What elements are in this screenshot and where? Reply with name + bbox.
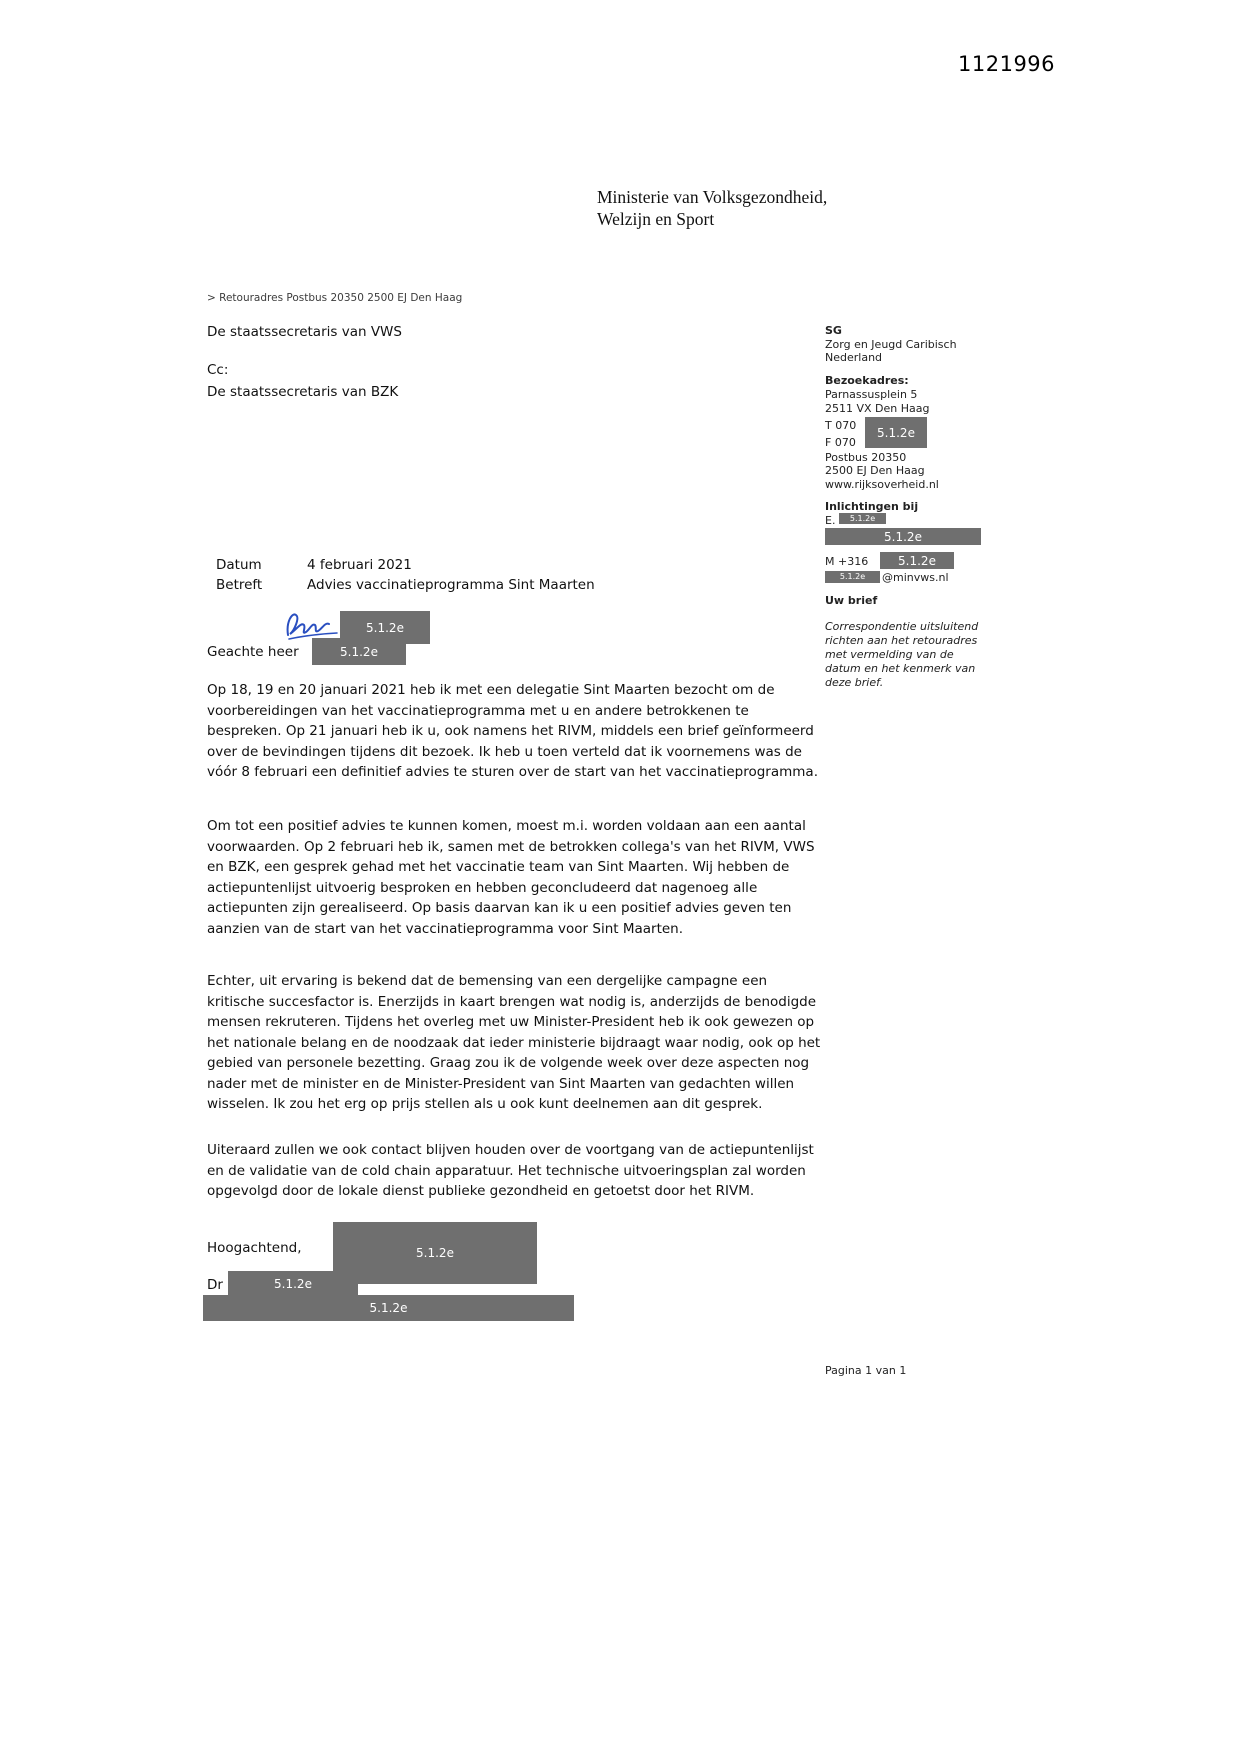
closing-salutation: Hoogachtend, bbox=[207, 1240, 302, 1256]
ministry-header bbox=[597, 186, 827, 230]
betreft-value: Advies vaccinatieprogramma Sint Maarten bbox=[307, 577, 595, 593]
datum-value: 4 februari 2021 bbox=[307, 557, 412, 573]
betreft-label: Betreft bbox=[216, 577, 263, 593]
sidebar-org: SG bbox=[825, 324, 842, 337]
visit-address-line: 2511 VX Den Haag bbox=[825, 402, 930, 415]
redaction-box-email: 5.1.2e bbox=[825, 571, 880, 583]
redaction-box-handwritten-name: 5.1.2e bbox=[340, 611, 430, 644]
cc-label: Cc: bbox=[207, 362, 229, 378]
redaction-box-signatory-name: 5.1.2e bbox=[228, 1271, 358, 1296]
ministry-header-line1: Ministerie van Volksgezondheid, bbox=[597, 187, 828, 207]
redaction-box-salutation-name: 5.1.2e bbox=[312, 638, 406, 665]
redaction-box-contact: 5.1.2e bbox=[825, 528, 981, 545]
ministry-header-line2: Welzijn en Sport bbox=[597, 209, 715, 229]
phone-prefix: T 070 bbox=[825, 419, 857, 432]
email-domain: @minvws.nl bbox=[882, 571, 949, 584]
visit-address-label: Bezoekadres: bbox=[825, 374, 909, 387]
redaction-box-signatory-title: 5.1.2e bbox=[203, 1295, 574, 1321]
visit-address-line: Parnassusplein 5 bbox=[825, 388, 918, 401]
sidebar-org-line: Nederland bbox=[825, 351, 883, 364]
signatory-prefix: Dr bbox=[207, 1277, 223, 1293]
salutation: Geachte heer bbox=[207, 644, 299, 660]
contact-initial: E. bbox=[825, 514, 836, 527]
mobile-prefix: M +316 bbox=[825, 555, 869, 568]
website-link: www.rijksoverheid.nl bbox=[825, 478, 939, 491]
redaction-box-mobile: 5.1.2e bbox=[880, 552, 954, 569]
uw-brief-label: Uw brief bbox=[825, 594, 878, 607]
redaction-box-contact-name: 5.1.2e bbox=[839, 513, 886, 524]
postbox-line: 2500 EJ Den Haag bbox=[825, 464, 925, 477]
recipient-line: De staatssecretaris van VWS bbox=[207, 324, 402, 340]
correspondence-note: Correspondentie uitsluitend richten aan het retouradres met vermelding van de datum en het kenmerk van deze brief. bbox=[825, 620, 979, 689]
body-paragraph: Uiteraard zullen we ook contact blijven houden over de voortgang van de actiepuntenlijst en de validatie van de cold chain apparatuur. Het technische uitvoeringsplan zal worden opgevolgd door de lokale dienst publieke gezondheid en getoetst door het RIVM. bbox=[207, 1142, 814, 1199]
datum-label: Datum bbox=[216, 557, 262, 573]
fax-prefix: F 070 bbox=[825, 436, 856, 449]
sidebar-org-line: Zorg en Jeugd Caribisch bbox=[825, 338, 957, 351]
cc-recipient-line: De staatssecretaris van BZK bbox=[207, 384, 399, 400]
return-address: > Retouradres Postbus 20350 2500 EJ Den Haag bbox=[207, 292, 463, 304]
document-number: 1121996 bbox=[958, 52, 1056, 76]
redaction-box-phone: 5.1.2e bbox=[865, 417, 927, 448]
body-paragraph: Op 18, 19 en 20 januari 2021 heb ik met een delegatie Sint Maarten bezocht om de voorbereidingen van het vaccinatieprogramma met u en andere betrokkenen te bespreken. Op 21 januari heb ik u, ook namens het RIVM, middels een brief geïnformeerd over de bevindingen tijdens dit bezoek. Ik heb u toen verteld dat ik voornemens was de vóór 8 februari een definitief advies te sturen over de start van het vaccinatieprogramma. bbox=[207, 682, 818, 780]
postbox-line: Postbus 20350 bbox=[825, 451, 907, 464]
body-paragraph: Om tot een positief advies te kunnen komen, moest m.i. worden voldaan aan een aantal voorwaarden. Op 2 februari heb ik, samen met de betrokken collega's van het RIVM, VWS en BZK, een gesprek gehad met het vaccinatie team van Sint Maarten. Wij hebben de actiepuntenlijst uitvoerig besproken en hebben geconcludeerd dat nagenoeg alle actiepunten zijn gerealiseerd. Op basis daarvan kan ik u een positief advies geven ten aanzien van de start van het vaccinatieprogramma voor Sint Maarten. bbox=[207, 818, 815, 937]
sidebar-contact-block bbox=[825, 324, 1000, 744]
body-paragraph: Echter, uit ervaring is bekend dat de bemensing van een dergelijke campagne een kritische succesfactor is. Enerzijds in kaart brengen wat nodig is, anderzijds de benodigde mensen rekruteren. Tijdens het overleg met uw Minister-President heb ik ook gewezen op het nationale belang en de noodzaak dat ieder ministerie bijdraagt waar nodig, ook op het gebied van personele bezetting. Graag zou ik de volgende week over deze aspecten nog nader met de minister en de Minister-President van Sint Maarten van gedachten willen wisselen. Ik zou het erg op prijs stellen als u ook kunt deelnemen aan dit gesprek. bbox=[207, 973, 821, 1112]
redaction-box-signature: 5.1.2e bbox=[333, 1222, 537, 1284]
inquiries-label: Inlichtingen bij bbox=[825, 500, 919, 513]
page-number: Pagina 1 van 1 bbox=[825, 1364, 907, 1377]
